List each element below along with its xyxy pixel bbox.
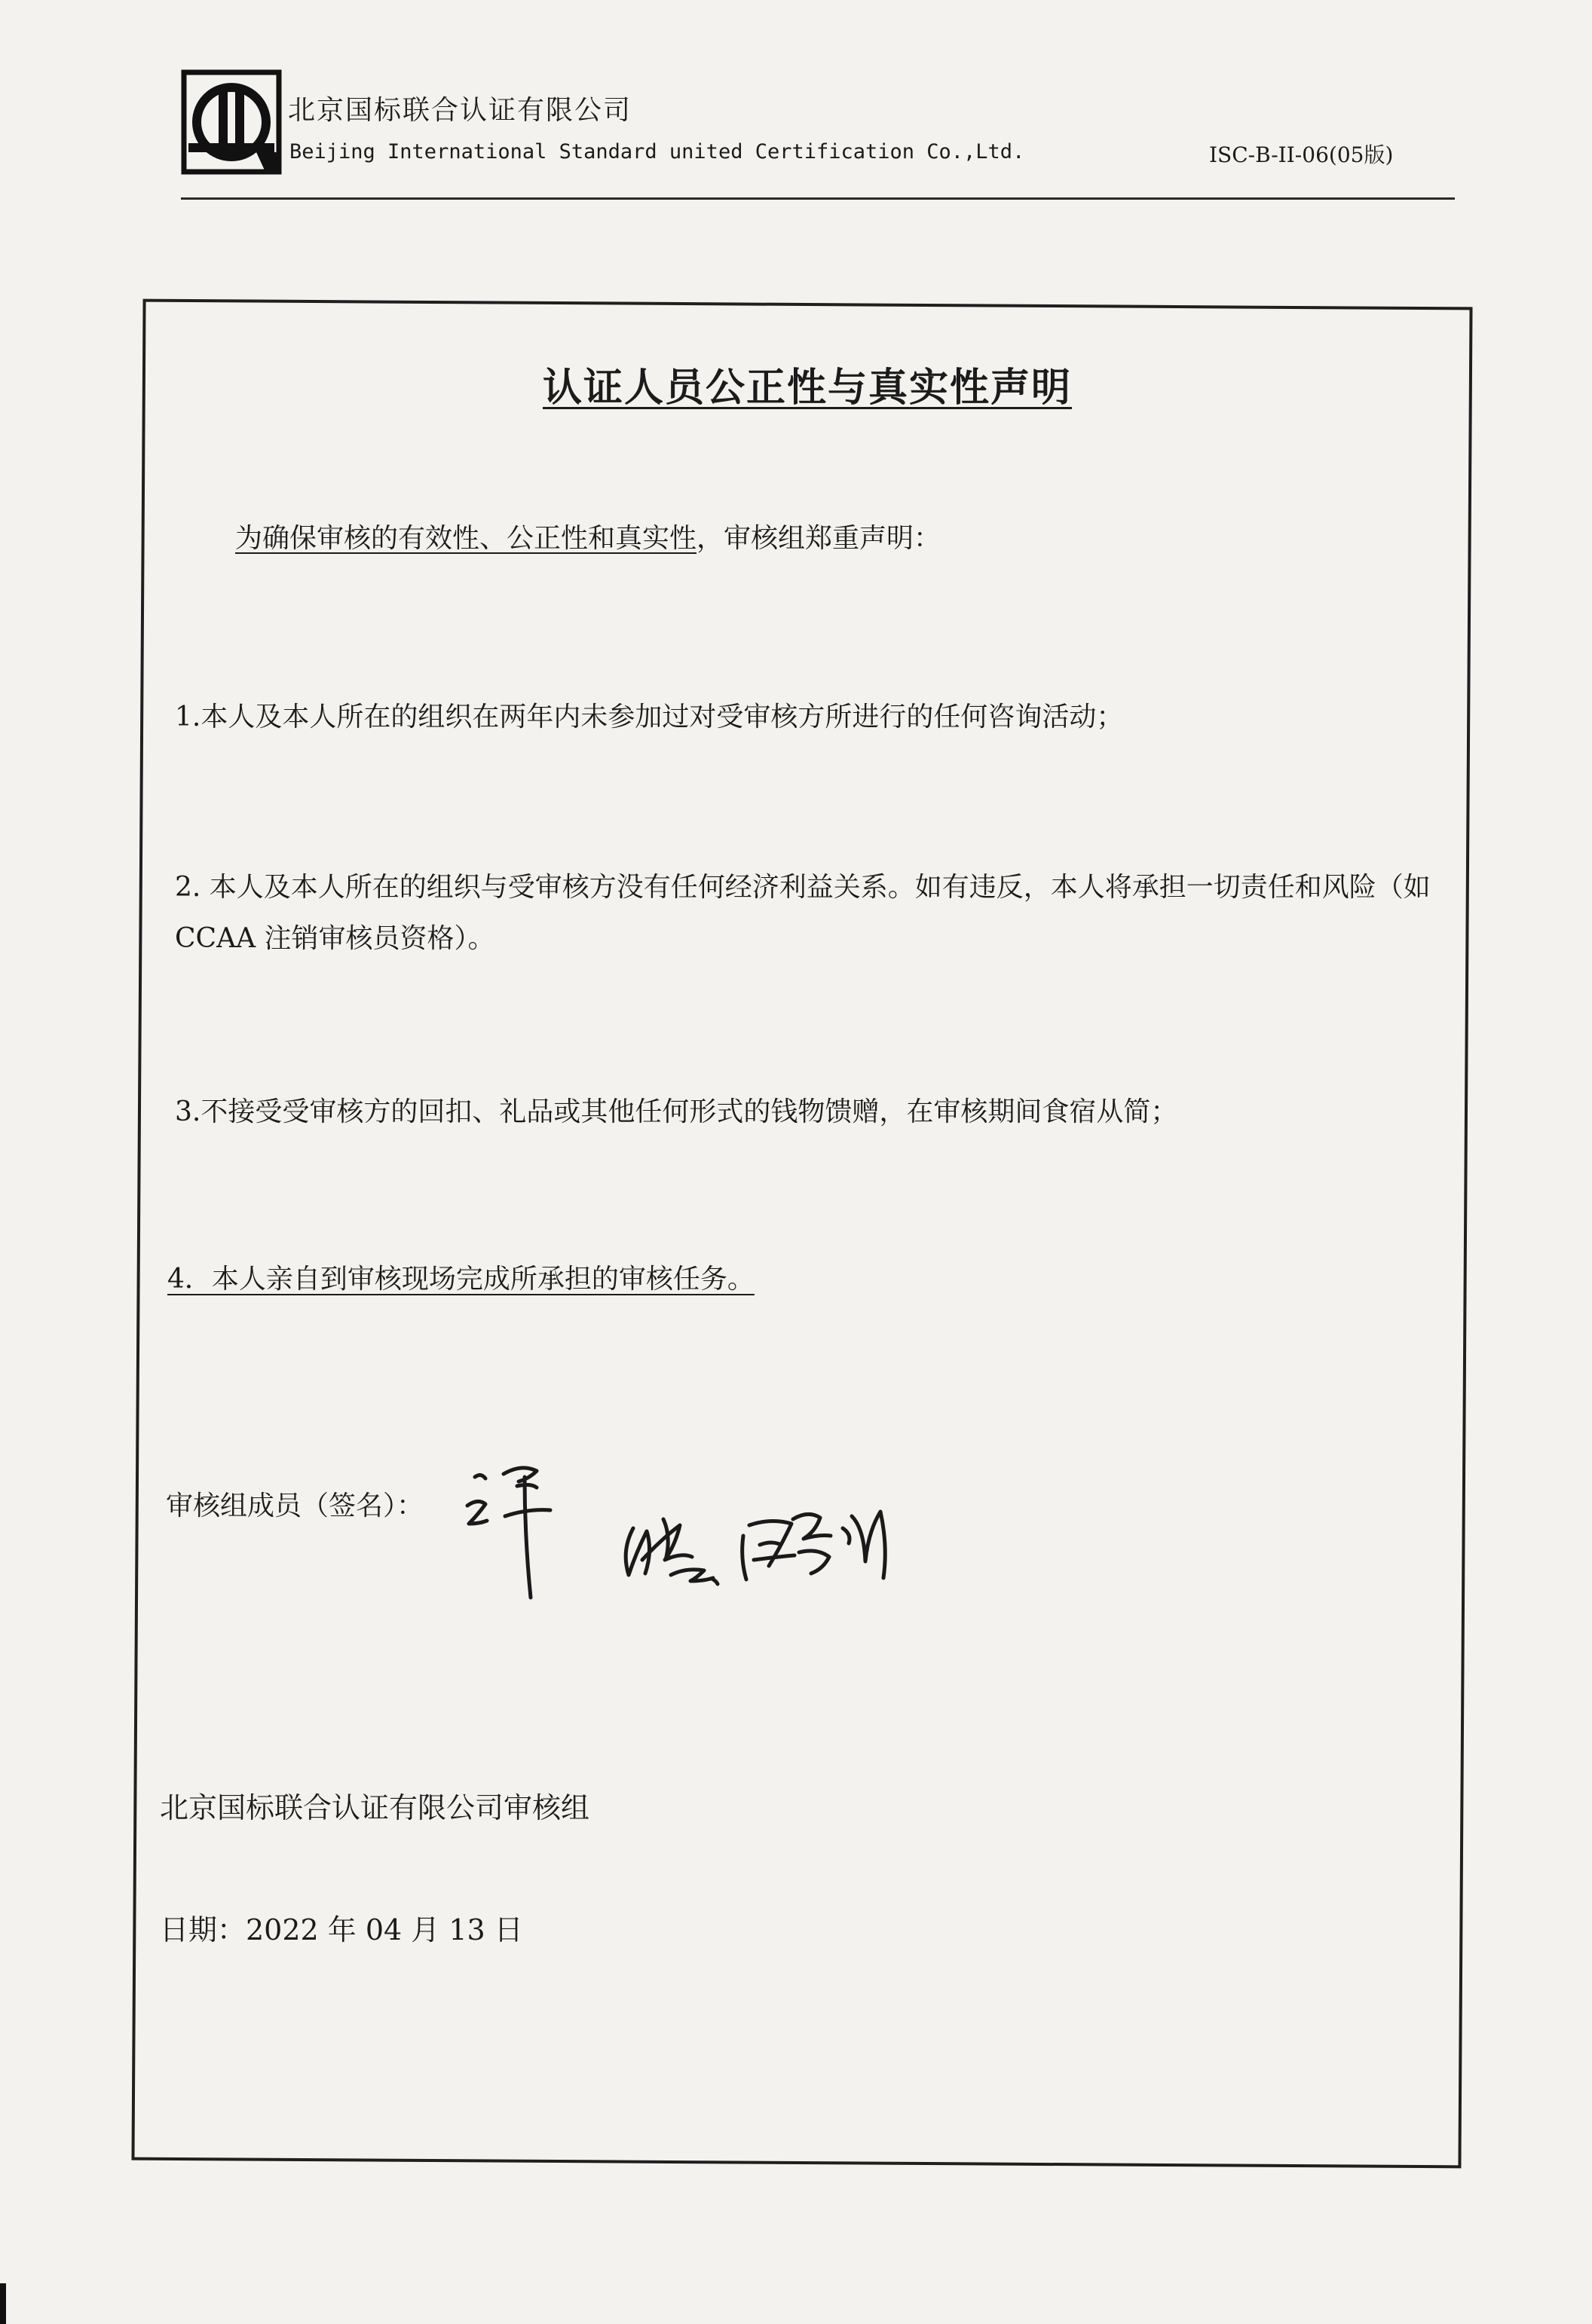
- scan-edge-mark: [0, 2283, 6, 2324]
- declaration-item-4-text: 4．本人亲自到审核现场完成所承担的审核任务。: [167, 1264, 755, 1295]
- declaration-intro: [235, 517, 941, 555]
- header-divider: [181, 197, 1455, 200]
- declaration-item-4: [167, 1254, 1434, 1305]
- declaration-item-2: 2. 本人及本人所在的组织与受审核方没有任何经济利益关系。如有违反，本人将承担一切责任和风险（如 CCAA 注销审核员资格）。: [175, 872, 1431, 954]
- signature-2: [626, 1519, 718, 1584]
- declaration-date: 日期：2022 年 04 月 13 日: [160, 1913, 523, 1946]
- signature-1: [467, 1468, 550, 1598]
- company-logo-icon: [181, 69, 282, 175]
- declaration-item-1: 1.本人及本人所在的组织在两年内未参加过对受审核方所进行的任何咨询活动；: [175, 702, 1124, 732]
- declaration-item-3: 3.不接受受审核方的回扣、礼品或其他任何形式的钱物馈赠，在审核期间食宿从简；: [175, 1096, 1178, 1127]
- audit-team-organization: 北京国标联合认证有限公司审核组: [160, 1791, 590, 1824]
- declaration-title: 认证人员公正性与真实性声明: [543, 365, 1073, 411]
- signature-3: [742, 1512, 886, 1579]
- declaration-frame: [131, 299, 1472, 2169]
- intro-rest-text: ，审核组郑重声明：: [696, 523, 941, 554]
- document-code: ISC-B-II-06(05版): [1209, 142, 1394, 167]
- company-name-english: Beijing International Standard united Certification Co.,Ltd.: [289, 140, 1025, 164]
- company-name-chinese: 北京国标联合认证有限公司: [288, 95, 632, 126]
- intro-underlined-text: 为确保审核的有效性、公正性和真实性: [235, 523, 697, 554]
- signature-label: 审核组成员（签名）：: [166, 1491, 424, 1521]
- handwritten-signatures: [445, 1447, 972, 1643]
